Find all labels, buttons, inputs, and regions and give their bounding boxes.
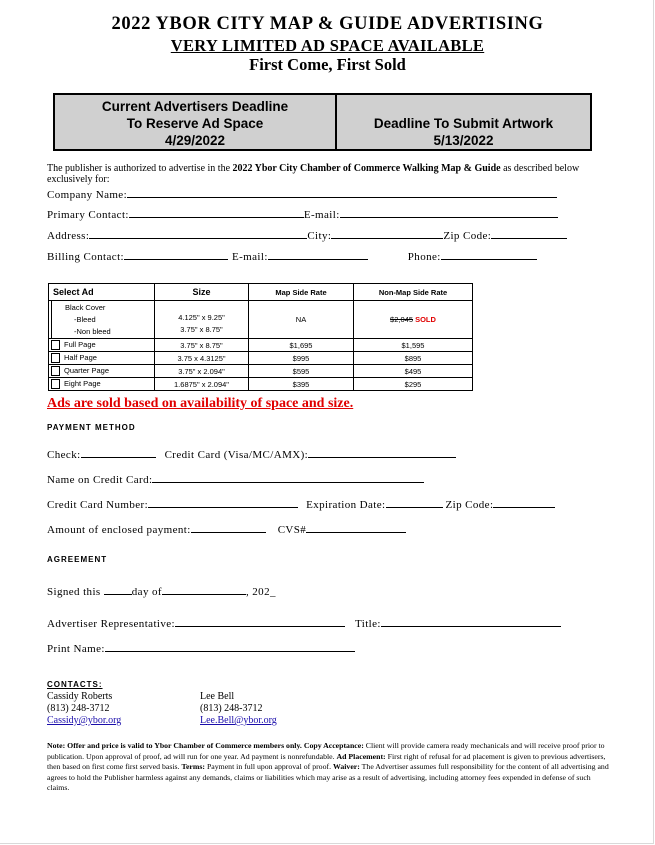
- payment-row-amount: [47, 523, 406, 536]
- cvs-field[interactable]: [306, 523, 406, 533]
- address-row: [47, 229, 567, 242]
- checkbox[interactable]: [51, 353, 60, 363]
- column-header: Select Ad: [49, 284, 155, 301]
- note-text-4: The Advertiser assumes full responsibility for the content of all advertising and agrees to hold the Publisher harmless against any demands, claims or liabilities which may arise as a result of advertising, including attorney fees expended in defense of such claims.: [47, 762, 609, 793]
- billing-contact-label: Billing Contact:: [47, 251, 124, 263]
- black-cover-sizes: [155, 301, 249, 339]
- payment-row-check: [47, 448, 456, 461]
- black-cover-map-rate: NA: [249, 301, 354, 339]
- name-on-card-field[interactable]: [152, 473, 424, 483]
- contact-name: Lee Bell: [200, 691, 235, 702]
- expiration-field[interactable]: [386, 498, 443, 508]
- intro-text-after: as described below exclusively for:: [47, 163, 580, 185]
- column-header: Non-Map Side Rate: [354, 284, 473, 301]
- sold-old-price: $2,045: [390, 315, 413, 324]
- reserve-deadline-line2: To Reserve Ad Space: [126, 116, 264, 131]
- payment-row-name: [47, 473, 424, 486]
- availability-warning: Ads are sold based on availability of space and size.: [47, 396, 354, 411]
- reserve-deadline-date: 4/29/2022: [164, 133, 226, 148]
- representative-row: [47, 617, 561, 630]
- checkbox[interactable]: [51, 379, 60, 389]
- map-rate: $1,695: [249, 339, 354, 352]
- ad-size: 1.6875" x 2.094": [155, 378, 249, 391]
- billing-email-field[interactable]: [268, 250, 368, 260]
- table-row: [49, 378, 473, 391]
- check-label: Check:: [47, 449, 81, 461]
- map-rate: $995: [249, 352, 354, 365]
- print-name-field[interactable]: [105, 642, 355, 652]
- signed-month-field[interactable]: [162, 585, 246, 595]
- artwork-deadline-date: 5/13/2022: [433, 133, 494, 148]
- page-tagline: First Come, First Sold: [249, 55, 406, 74]
- intro-text-before: The publisher is authorized to advertise in the: [47, 163, 233, 174]
- ad-size: 3.75" x 8.75": [155, 339, 249, 352]
- billing-email-label: E-mail:: [231, 251, 268, 263]
- artwork-deadline-label: Deadline To Submit Artwork: [373, 116, 554, 131]
- expiration-label: Expiration Date:: [306, 499, 386, 511]
- black-cover-nonmap-rate: [354, 301, 473, 339]
- billing-contact-row: [47, 250, 537, 263]
- nonmap-rate: $895: [354, 352, 473, 365]
- artwork-deadline: [337, 95, 590, 149]
- nonmap-rate: $1,595: [354, 339, 473, 352]
- cell-divider: [51, 301, 52, 338]
- address-label: Address:: [47, 230, 90, 242]
- print-name-label: Print Name:: [47, 643, 105, 655]
- column-header: Map Side Rate: [249, 284, 354, 301]
- ad-label: Half Page: [64, 352, 97, 362]
- email-label: E-mail:: [303, 209, 340, 221]
- check-field[interactable]: [81, 448, 156, 458]
- credit-card-label: Credit Card (Visa/MC/AMX):: [164, 449, 309, 461]
- amount-label: Amount of enclosed payment:: [47, 524, 191, 536]
- sold-badge: SOLD: [415, 315, 436, 324]
- title-label: Title:: [355, 618, 381, 630]
- bleed-label: -Bleed: [74, 314, 96, 324]
- signed-year-label: , 202_: [245, 586, 276, 598]
- black-cover-label: Black Cover: [65, 302, 106, 312]
- ad-rate-table: [48, 283, 473, 391]
- black-cover-cell: [49, 301, 155, 339]
- note-text-2: First right of refusal for ad placement is given to previous advertisers, then based on first come first served basis.: [47, 751, 606, 772]
- ad-option[interactable]: [49, 378, 155, 391]
- cvs-label: CVS#: [277, 524, 307, 536]
- ad-label: Quarter Page: [64, 365, 110, 375]
- table-row: [49, 365, 473, 378]
- card-number-label: Credit Card Number:: [47, 499, 149, 511]
- table-row-black-cover: [49, 301, 473, 339]
- map-rate: $395: [249, 378, 354, 391]
- title-field[interactable]: [381, 617, 561, 627]
- payment-zip-label: Zip Code:: [445, 499, 494, 511]
- contact-email-link[interactable]: Cassidy@ybor.org: [47, 715, 122, 726]
- column-header: Size: [155, 284, 249, 301]
- page-title: 2022 YBOR CITY MAP & GUIDE ADVERTISING: [111, 14, 544, 34]
- page-subtitle: VERY LIMITED AD SPACE AVAILABLE: [170, 36, 485, 55]
- zip-field[interactable]: [491, 229, 567, 239]
- note-bold-2: Ad Placement:: [336, 751, 386, 761]
- payment-heading: PAYMENT METHOD: [47, 423, 136, 432]
- note-bold-1: Note: Offer and price is valid to Ybor Chamber of Commerce members only. Copy Acceptance:: [47, 741, 364, 750]
- ad-label: Full Page: [64, 339, 96, 349]
- checkbox[interactable]: [51, 340, 60, 350]
- note-bold-4: Waiver:: [332, 762, 360, 772]
- note-text-1: Client will provide camera ready mechanicals and will receive proof prior to publication. Upon approval of proof, ad will run for one year. Ad payment is nonrefundable.: [47, 741, 605, 761]
- intro-publication-name: 2022 Ybor City Chamber of Commerce Walking Map & Guide: [232, 163, 501, 174]
- note-text-3: Payment in full upon approval of proof.: [205, 762, 333, 772]
- city-field[interactable]: [331, 229, 443, 239]
- primary-contact-row: [47, 208, 558, 221]
- payment-row-number: [47, 498, 555, 511]
- note-bold-3: Terms:: [181, 762, 205, 772]
- representative-label: Advertiser Representative:: [47, 618, 175, 630]
- representative-field[interactable]: [175, 617, 345, 627]
- ad-option[interactable]: [49, 352, 155, 365]
- contacts-heading: CONTACTS:: [47, 680, 103, 689]
- contact-card-cassidy: [47, 691, 121, 727]
- print-name-row: [47, 642, 355, 655]
- primary-contact-label: Primary Contact:: [47, 209, 129, 221]
- table-header-row: [49, 284, 473, 301]
- payment-zip-field[interactable]: [493, 498, 555, 508]
- amount-field[interactable]: [191, 523, 266, 533]
- ad-option[interactable]: [49, 365, 155, 378]
- intro-paragraph: [47, 163, 607, 185]
- zip-label: Zip Code:: [443, 230, 492, 242]
- contact-phone: (813) 248-3712: [200, 703, 263, 714]
- ad-size: 3.75" x 2.094": [155, 365, 249, 378]
- ad-size: 3.75 x 4.3125": [155, 352, 249, 365]
- nonmap-rate: $495: [354, 365, 473, 378]
- bleed-size: 4.125" x 9.25": [178, 312, 225, 322]
- reserve-deadline-line1: Current Advertisers Deadline: [101, 99, 289, 114]
- address-field[interactable]: [89, 229, 307, 239]
- contact-card-lee: [200, 691, 277, 727]
- phone-label: Phone:: [407, 251, 441, 263]
- nonbleed-label: -Non bleed: [74, 326, 111, 336]
- name-on-card-label: Name on Credit Card:: [47, 474, 153, 486]
- contact-name: Cassidy Roberts: [47, 691, 113, 702]
- nonmap-rate: $295: [354, 378, 473, 391]
- ad-option[interactable]: [49, 339, 155, 352]
- email-field[interactable]: [340, 208, 558, 218]
- contact-email-link[interactable]: Lee.Bell@ybor.org: [200, 715, 277, 726]
- company-name-field[interactable]: [127, 188, 557, 198]
- table-row: [49, 339, 473, 352]
- agreement-heading: AGREEMENT: [47, 555, 108, 564]
- billing-contact-field[interactable]: [124, 250, 228, 260]
- city-label: City:: [307, 230, 332, 242]
- ad-label: Eight Page: [64, 378, 101, 388]
- reserve-deadline: [55, 95, 337, 149]
- company-name-label: Company Name:: [47, 189, 128, 201]
- primary-contact-field[interactable]: [129, 208, 304, 218]
- deadline-box: [53, 93, 592, 151]
- contact-phone: (813) 248-3712: [47, 703, 110, 714]
- phone-field[interactable]: [441, 250, 537, 260]
- checkbox[interactable]: [51, 366, 60, 376]
- map-rate: $595: [249, 365, 354, 378]
- signed-this-label: Signed this: [47, 586, 101, 598]
- terms-note: [47, 741, 613, 794]
- nonbleed-size: 3.75" x 8.75": [180, 324, 223, 334]
- signed-row: [47, 585, 276, 598]
- credit-card-field[interactable]: [308, 448, 456, 458]
- table-row: [49, 352, 473, 365]
- card-number-field[interactable]: [148, 498, 298, 508]
- company-name-row: [47, 188, 557, 201]
- day-of-label: day of: [131, 586, 162, 598]
- signed-day-field[interactable]: [104, 585, 132, 595]
